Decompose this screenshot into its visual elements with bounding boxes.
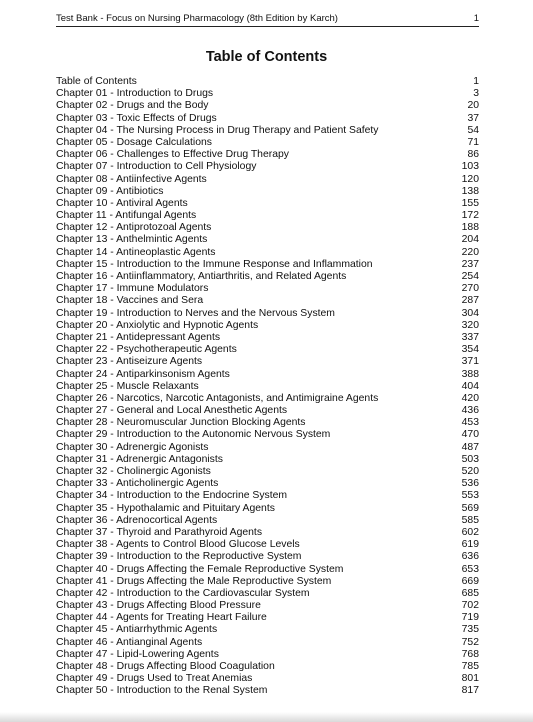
toc-entry[interactable] (56, 186, 479, 198)
toc-entry-label: Chapter 20 - Anxiolytic and Hypnotic Agents (56, 319, 259, 331)
toc-entry-page: 735 (461, 624, 479, 636)
toc-entry[interactable] (56, 490, 479, 502)
toc-entry-label: Chapter 27 - General and Local Anesthetic Agents (56, 405, 288, 417)
toc-entry-page: 785 (461, 661, 479, 672)
toc-entry[interactable] (56, 259, 479, 271)
toc-entry-label: Chapter 06 - Challenges to Effective Drug Therapy (56, 149, 289, 161)
toc-entry-page: 254 (461, 271, 479, 282)
toc-entry-page: 120 (461, 173, 479, 185)
toc-entry-label: Chapter 34 - Introduction to the Endocrine System (56, 490, 288, 502)
toc-entry-page: 719 (461, 612, 479, 624)
toc-entry-label: Chapter 28 - Neuromuscular Junction Blocking Agents (56, 417, 306, 429)
toc-entry-page: 453 (461, 417, 479, 429)
toc-entry-page: 1 (473, 76, 479, 87)
toc-entry-page: 388 (461, 368, 479, 380)
toc-entry-label: Chapter 29 - Introduction to the Autonomic Nervous System (56, 429, 331, 441)
toc-entry[interactable] (56, 588, 479, 600)
toc-entry[interactable] (56, 673, 479, 685)
toc-entry-page: 653 (461, 563, 479, 575)
toc-entry-page: 337 (461, 331, 479, 343)
toc-entry-label: Chapter 18 - Vaccines and Sera (56, 295, 204, 307)
toc-entry-label: Chapter 48 - Drugs Affecting Blood Coagulation (56, 661, 275, 672)
toc-entry-page: 86 (467, 149, 479, 161)
toc-entry-page: 503 (461, 453, 479, 465)
toc-entry-page: 354 (461, 344, 479, 356)
toc-entry-page: 752 (461, 636, 479, 648)
toc-entry-label: Chapter 01 - Introduction to Drugs (56, 88, 214, 100)
page-bottom-shadow (0, 712, 533, 722)
toc-entry-page: 304 (461, 307, 479, 319)
toc-entry[interactable] (56, 381, 479, 393)
toc-entry-label: Chapter 09 - Antibiotics (56, 185, 164, 197)
toc-entry-page: 172 (461, 210, 479, 222)
toc-entry[interactable] (56, 161, 479, 173)
toc-entry-page: 487 (461, 441, 479, 453)
toc-entry-page: 71 (467, 136, 479, 148)
toc-entry-label: Chapter 16 - Antiinflammatory, Antiarthritis, and Related Agents (56, 271, 347, 282)
toc-entry-page: 602 (461, 526, 479, 538)
toc-entry[interactable] (56, 76, 479, 88)
toc-entry-page: 3 (473, 88, 479, 100)
toc-entry-page: 553 (461, 490, 479, 502)
toc-entry[interactable] (56, 429, 479, 441)
toc-entry-page: 702 (461, 600, 479, 612)
toc-entry-label: Chapter 22 - Psychotherapeutic Agents (56, 344, 237, 356)
toc-entry-page: 536 (461, 478, 479, 490)
toc-entry-label: Chapter 11 - Antifungal Agents (56, 210, 197, 222)
toc-entry-page: 204 (461, 234, 479, 246)
toc-entry[interactable] (56, 198, 479, 210)
toc-entry-label: Chapter 42 - Introduction to the Cardiovascular System (56, 587, 310, 599)
toc-entry-label: Chapter 26 - Narcotics, Narcotic Antagonists, and Antimigraine Agents (56, 392, 379, 404)
toc-entry-page: 103 (461, 161, 479, 173)
toc-entry-label: Chapter 35 - Hypothalamic and Pituitary Agents (56, 502, 275, 514)
toc-entry-label: Chapter 43 - Drugs Affecting Blood Pressure (56, 600, 261, 612)
toc-entry-page: 404 (461, 380, 479, 392)
toc-entry-page: 138 (461, 185, 479, 197)
toc-entry[interactable] (56, 503, 479, 515)
toc-entry-label: Chapter 19 - Introduction to Nerves and the Nervous System (56, 307, 335, 319)
toc-entry-label: Chapter 37 - Thyroid and Parathyroid Agents (56, 526, 263, 538)
toc-entry-label: Chapter 44 - Agents for Treating Heart Failure (56, 612, 267, 624)
toc-entry[interactable] (56, 247, 479, 259)
toc-entry-label: Chapter 14 - Antineoplastic Agents (56, 246, 216, 258)
toc-entry[interactable] (56, 661, 479, 673)
toc-entry-label: Chapter 03 - Toxic Effects of Drugs (56, 112, 217, 124)
toc-entry[interactable] (56, 624, 479, 636)
toc-entry-label: Chapter 33 - Anticholinergic Agents (56, 478, 219, 490)
toc-entry-label: Chapter 39 - Introduction to the Reproductive System (56, 551, 302, 563)
toc-entry-page: 817 (461, 685, 479, 697)
toc-entry[interactable] (56, 308, 479, 320)
toc-entry-label: Chapter 47 - Lipid-Lowering Agents (56, 648, 219, 660)
toc-entry-label: Chapter 24 - Antiparkinsonism Agents (56, 368, 230, 380)
toc-entry-page: 237 (461, 258, 479, 270)
toc-entry-page: 320 (461, 319, 479, 331)
toc-entry-label: Chapter 15 - Introduction to the Immune Response and Inflammation (56, 258, 373, 270)
toc-entry-page: 54 (467, 124, 479, 136)
toc-entry-page: 636 (461, 551, 479, 563)
toc-entry-label: Chapter 32 - Cholinergic Agonists (56, 466, 211, 477)
toc-entry-label: Chapter 30 - Adrenergic Agonists (56, 441, 209, 453)
toc-entry-label: Chapter 31 - Adrenergic Antagonists (56, 453, 223, 465)
toc-entry[interactable] (56, 600, 479, 612)
toc-entry[interactable] (56, 88, 479, 100)
toc-entry[interactable] (56, 417, 479, 429)
toc-heading: Table of Contents (205, 49, 328, 65)
toc-entry-label: Chapter 04 - The Nursing Process in Drug Therapy and Patient Safety (56, 124, 379, 136)
toc-entry-page: 270 (461, 283, 479, 295)
toc-entry[interactable] (56, 210, 479, 222)
toc-entry[interactable] (56, 344, 479, 356)
toc-entry[interactable] (56, 283, 479, 295)
toc-entry-label: Chapter 38 - Agents to Control Blood Glucose Levels (56, 539, 300, 551)
toc-entry-label: Chapter 46 - Antianginal Agents (56, 636, 203, 648)
toc-entry[interactable] (56, 576, 479, 588)
page-header (56, 12, 479, 27)
toc-entry-page: 287 (461, 295, 479, 307)
toc-entry[interactable] (56, 113, 479, 125)
toc-entry-label: Chapter 40 - Drugs Affecting the Female Reproductive System (56, 563, 344, 575)
toc-entry[interactable] (56, 649, 479, 661)
toc-entry[interactable] (56, 442, 479, 454)
toc-entry-label: Chapter 45 - Antiarrhythmic Agents (56, 624, 218, 636)
toc-entry[interactable] (56, 637, 479, 649)
toc-entry-page: 220 (461, 246, 479, 258)
toc-entry-page: 585 (461, 514, 479, 526)
toc-entry[interactable] (56, 539, 479, 551)
toc-entry[interactable] (56, 125, 479, 137)
header-title: Test Bank - Focus on Nursing Pharmacology (8th Edition by Karch) (56, 13, 338, 24)
toc-entry-page: 155 (461, 197, 479, 209)
toc-entry-label: Chapter 10 - Antiviral Agents (56, 197, 188, 209)
toc-entry[interactable] (56, 685, 479, 697)
toc-entry-label: Chapter 08 - Antiinfective Agents (56, 173, 207, 185)
toc-entry[interactable] (56, 149, 479, 161)
toc-entry-page: 470 (461, 429, 479, 441)
toc-entry-label: Chapter 07 - Introduction to Cell Physiology (56, 161, 257, 173)
toc-entry[interactable] (56, 527, 479, 539)
toc-entry[interactable] (56, 222, 479, 234)
toc-entry[interactable] (56, 551, 479, 563)
toc-entry[interactable] (56, 393, 479, 405)
toc-entry[interactable] (56, 369, 479, 381)
toc-entry-label: Chapter 21 - Antidepressant Agents (56, 331, 221, 343)
toc-entry-label: Chapter 41 - Drugs Affecting the Male Reproductive System (56, 575, 332, 587)
toc-entry-page: 37 (467, 112, 479, 124)
toc-entry[interactable] (56, 478, 479, 490)
toc-entry[interactable] (56, 174, 479, 186)
toc-entry[interactable] (56, 332, 479, 344)
toc-entry[interactable] (56, 564, 479, 576)
table-of-contents (56, 76, 479, 698)
toc-entry-page: 768 (461, 648, 479, 660)
toc-entry[interactable] (56, 100, 479, 112)
toc-entry-label: Chapter 25 - Muscle Relaxants (56, 380, 199, 392)
toc-entry-page: 420 (461, 392, 479, 404)
toc-entry-page: 569 (461, 502, 479, 514)
toc-entry-label: Chapter 12 - Antiprotozoal Agents (56, 222, 212, 234)
toc-entry[interactable] (56, 466, 479, 478)
toc-entry-page: 188 (461, 222, 479, 234)
toc-entry[interactable] (56, 515, 479, 527)
toc-entry[interactable] (56, 405, 479, 417)
toc-entry-page: 436 (461, 405, 479, 417)
toc-entry[interactable] (56, 234, 479, 246)
header-page-number: 1 (473, 13, 479, 24)
toc-entry[interactable] (56, 320, 479, 332)
toc-entry-page: 20 (467, 100, 479, 112)
toc-entry-page: 669 (461, 575, 479, 587)
toc-entry[interactable] (56, 137, 479, 149)
toc-entry-page: 685 (461, 587, 479, 599)
toc-entry-page: 801 (461, 673, 479, 685)
toc-entry-label: Chapter 02 - Drugs and the Body (56, 100, 209, 112)
toc-entry-page: 371 (461, 356, 479, 368)
toc-entry-page: 619 (461, 539, 479, 551)
toc-entry-label: Chapter 23 - Antiseizure Agents (56, 356, 203, 368)
toc-entry-page: 520 (461, 466, 479, 477)
toc-entry-label: Chapter 05 - Dosage Calculations (56, 136, 212, 148)
toc-entry[interactable] (56, 454, 479, 466)
toc-entry-label: Chapter 17 - Immune Modulators (56, 283, 209, 295)
toc-entry-label: Chapter 50 - Introduction to the Renal System (56, 685, 268, 697)
toc-entry-label: Chapter 36 - Adrenocortical Agents (56, 514, 218, 526)
toc-entry[interactable] (56, 612, 479, 624)
toc-entry-label: Table of Contents (56, 76, 137, 87)
toc-entry-label: Chapter 13 - Anthelmintic Agents (56, 234, 208, 246)
toc-entry-label: Chapter 49 - Drugs Used to Treat Anemias (56, 673, 253, 685)
toc-entry[interactable] (56, 295, 479, 307)
toc-entry[interactable] (56, 271, 479, 283)
toc-entry[interactable] (56, 356, 479, 368)
